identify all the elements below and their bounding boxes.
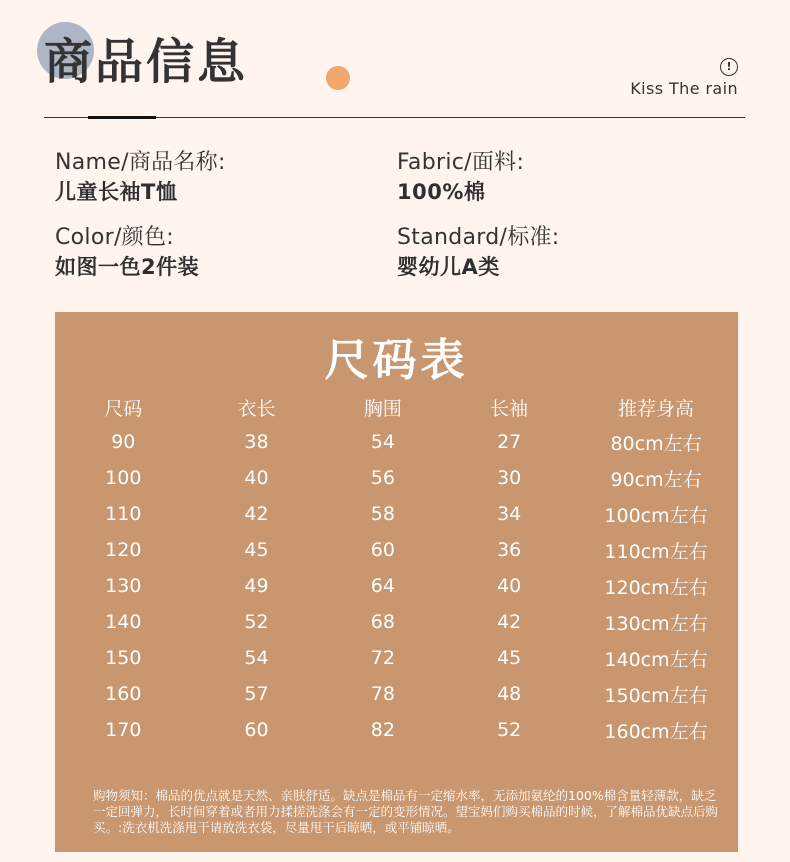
column-header-size: 尺码 — [104, 397, 143, 420]
size-cell: 90 — [111, 431, 136, 453]
table-row — [55, 712, 738, 748]
table-row — [55, 496, 738, 532]
page-title: 商品信息 — [44, 34, 249, 90]
standard-value: 婴幼儿A类 — [397, 255, 500, 279]
length-cell: 49 — [244, 575, 269, 597]
length-cell: 40 — [244, 467, 269, 489]
brand-name: Kiss The rain — [630, 79, 738, 98]
sleeve-cell: 52 — [497, 719, 522, 741]
chest-cell: 68 — [370, 611, 395, 633]
height-cell: 150cm左右 — [604, 684, 708, 707]
name-label: Name/商品名称: — [55, 150, 226, 175]
size-cell: 170 — [105, 719, 142, 741]
size-table-header-row — [55, 390, 738, 424]
size-chart-panel — [55, 312, 738, 852]
size-chart-title: 尺码表 — [324, 335, 469, 386]
length-cell: 52 — [244, 611, 269, 633]
table-row — [55, 640, 738, 676]
column-header-chest: 胸围 — [363, 397, 402, 420]
table-row — [55, 532, 738, 568]
size-cell: 150 — [105, 647, 142, 669]
standard-label: Standard/标准: — [397, 225, 560, 250]
decorative-circle-orange — [326, 66, 350, 90]
sleeve-cell: 30 — [497, 467, 522, 489]
info-icon: ! — [720, 58, 738, 76]
sleeve-cell: 42 — [497, 611, 522, 633]
sleeve-cell: 40 — [497, 575, 522, 597]
column-header-height: 推荐身高 — [618, 397, 695, 420]
table-row — [55, 424, 738, 460]
chest-cell: 82 — [370, 719, 395, 741]
fabric-value: 100%棉 — [397, 180, 486, 204]
table-row — [55, 568, 738, 604]
sleeve-cell: 27 — [497, 431, 522, 453]
length-cell: 42 — [244, 503, 269, 525]
size-cell: 120 — [105, 539, 142, 561]
chest-cell: 58 — [370, 503, 395, 525]
chest-cell: 64 — [370, 575, 395, 597]
size-cell: 130 — [105, 575, 142, 597]
sleeve-cell: 34 — [497, 503, 522, 525]
sleeve-cell: 45 — [497, 647, 522, 669]
length-cell: 60 — [244, 719, 269, 741]
color-label: Color/颜色: — [55, 225, 174, 250]
brand — [618, 58, 738, 100]
table-row — [55, 604, 738, 640]
size-cell: 100 — [105, 467, 142, 489]
length-cell: 54 — [244, 647, 269, 669]
column-header-length: 衣长 — [237, 397, 276, 420]
height-cell: 160cm左右 — [604, 720, 708, 743]
chest-cell: 60 — [370, 539, 395, 561]
purchase-notes: 购物须知：棉品的优点就是天然、亲肤舒适。缺点是棉品有一定缩水率，无添加氨纶的100%棉含量轻薄款，缺乏一定回弹力，长时间穿着或者用力揉搓洗涤会有一定的变形情况。望宝妈们购买棉品的时候，了解棉品优缺点后购买。:洗衣机洗涤甩干请放洗衣袋，尽量甩干后晾晒，或平铺晾晒。 — [93, 788, 719, 835]
color-value: 如图一色2件装 — [55, 255, 200, 279]
sleeve-cell: 36 — [497, 539, 522, 561]
length-cell: 45 — [244, 539, 269, 561]
height-cell: 130cm左右 — [604, 612, 708, 635]
height-cell: 80cm左右 — [610, 432, 702, 455]
table-row — [55, 676, 738, 712]
name-value: 儿童长袖T恤 — [55, 180, 178, 204]
height-cell: 100cm左右 — [604, 504, 708, 527]
height-cell: 110cm左右 — [604, 540, 708, 563]
size-cell: 140 — [105, 611, 142, 633]
height-cell: 90cm左右 — [610, 468, 702, 491]
height-cell: 120cm左右 — [604, 576, 708, 599]
header-divider-accent — [88, 116, 156, 119]
length-cell: 57 — [244, 683, 269, 705]
fabric-label: Fabric/面料: — [397, 150, 525, 175]
size-cell: 110 — [105, 503, 142, 525]
size-cell: 160 — [105, 683, 142, 705]
sleeve-cell: 48 — [497, 683, 522, 705]
length-cell: 38 — [244, 431, 269, 453]
chest-cell: 56 — [370, 467, 395, 489]
chest-cell: 72 — [370, 647, 395, 669]
chest-cell: 54 — [370, 431, 395, 453]
chest-cell: 78 — [370, 683, 395, 705]
height-cell: 140cm左右 — [604, 648, 708, 671]
table-row — [55, 460, 738, 496]
column-header-sleeve: 长袖 — [490, 397, 529, 420]
size-table — [55, 390, 738, 748]
